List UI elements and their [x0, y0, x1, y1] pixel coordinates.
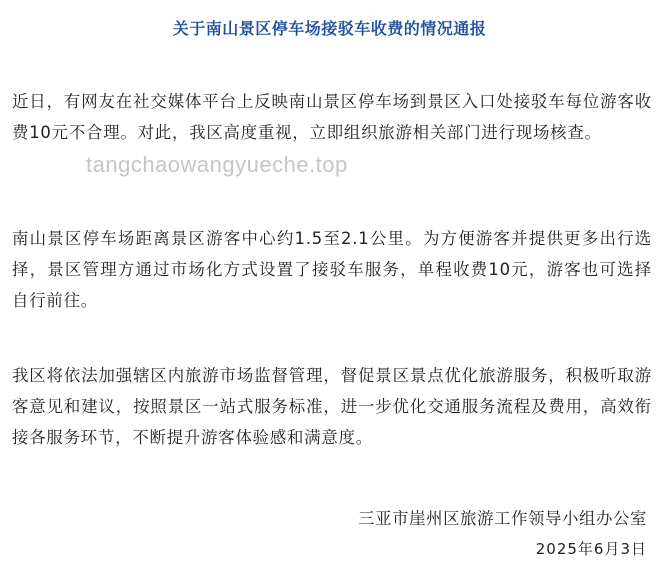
- signoff-block: [358, 503, 647, 565]
- notice-title: 关于南山景区停车场接驳车收费的情况通报: [172, 19, 487, 38]
- issue-date: 2025年6月3日: [535, 540, 647, 558]
- site-watermark: tangchaowangyueche.top: [86, 152, 348, 177]
- paragraph-shuttle-details: 南山景区停车场距离景区游客中心约1.5至2.1公里。为方便游客并提供更多出行选择，景区管理方通过市场化方式设置了接驳车服务，单程收费10元，游客也可选择自行前往。: [12, 229, 652, 310]
- paragraph-incident-report: 近日，有网友在社交媒体平台上反映南山景区停车场到景区入口处接驳车每位游客收费10元不合理。对此，我区高度重视，立即组织旅游相关部门进行现场核查。: [12, 92, 652, 142]
- paragraph-follow-up-measures: 我区将依法加强辖区内旅游市场监督管理，督促景区景点优化旅游服务，积极听取游客意见和建议，按照景区一站式服务标准，进一步优化交通服务流程及费用，高效衔接各服务环节，不断提升游客体验感和满意度。: [12, 366, 652, 447]
- issuing-office: 三亚市崖州区旅游工作领导小组办公室: [358, 509, 647, 528]
